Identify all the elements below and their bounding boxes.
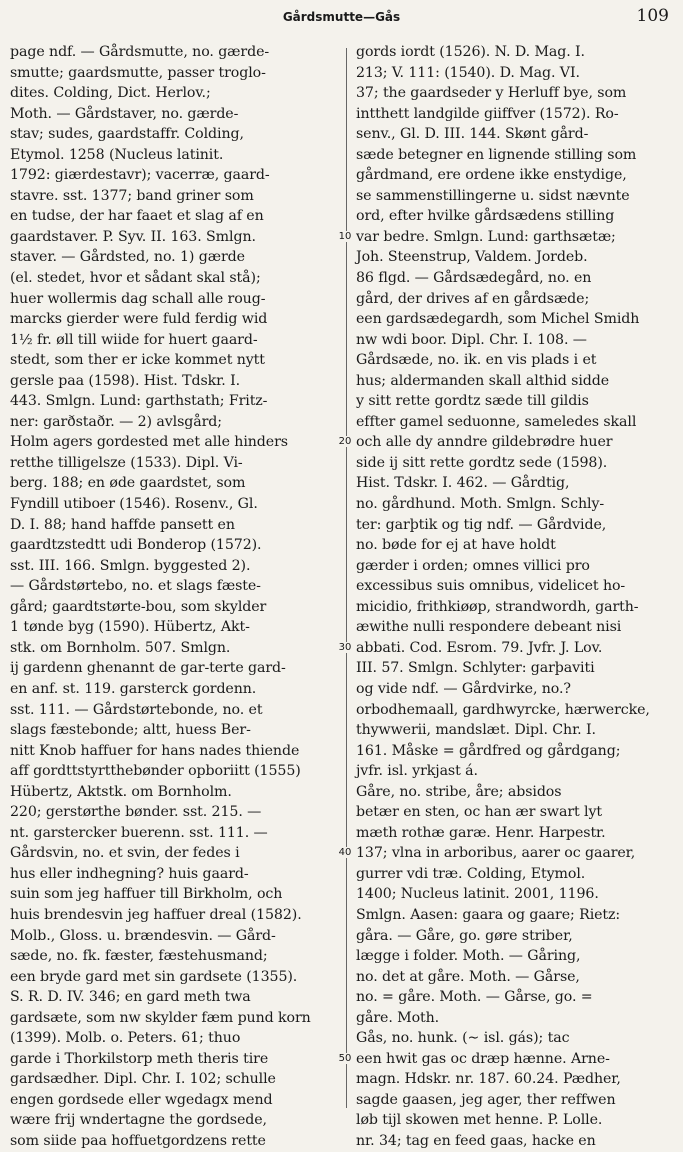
text-line: y sitt rette gordtz sæde till gildis bbox=[356, 393, 589, 410]
page-number: 109 bbox=[636, 6, 669, 26]
text-line: Smlgn. Aasen: gaara og gaare; Rietz: bbox=[356, 906, 621, 923]
text-line: 1 tønde byg (1590). Hübertz, Akt- bbox=[10, 619, 250, 636]
line-number-marker: 50 bbox=[335, 1053, 355, 1064]
text-line: berg. 188; en øde gaardstet, som bbox=[10, 475, 246, 492]
text-line: micidio, frithkiøøp, strandwordh, garth- bbox=[356, 598, 639, 615]
text-line: ord, efter hvilke gårdsædens stilling bbox=[356, 208, 615, 225]
text-line: betær en sten, oc han ær swart lyt bbox=[356, 804, 602, 821]
text-line: gaardstaver. P. Syv. II. 163. Smlgn. bbox=[10, 228, 256, 245]
text-line: 161. Måske = gårdfred og gårdgang; bbox=[356, 742, 621, 759]
text-line: Hist. Tdskr. I. 462. — Gårdtig, bbox=[356, 475, 570, 492]
text-line: Molb., Gloss. u. brændesvin. — Gård- bbox=[10, 927, 276, 944]
text-line: sst. 111. — Gårdstørtebonde, no. et bbox=[10, 701, 263, 718]
text-line: gåra. — Gåre, go. gøre striber, bbox=[356, 927, 573, 944]
text-line: Gåre, no. stribe, åre; absidos bbox=[356, 783, 562, 800]
text-line: gersle paa (1598). Hist. Tdskr. I. bbox=[10, 372, 240, 389]
text-line: stavre. sst. 1377; band griner som bbox=[10, 187, 254, 204]
text-line: garde i Thorkilstorp meth theris tire bbox=[10, 1050, 269, 1067]
text-line: gaardtzstedtt udi Bonderop (1572). bbox=[10, 537, 262, 554]
text-line: huer wollermis dag schall alle roug- bbox=[10, 290, 266, 307]
text-line: nitt Knob haffuer for hans nades thiende bbox=[10, 742, 300, 759]
text-line: marcks gierder were fuld ferdig wid bbox=[10, 311, 268, 328]
text-line: D. I. 88; hand haffde pansett en bbox=[10, 516, 235, 533]
text-line: Joh. Steenstrup, Valdem. Jordeb. bbox=[356, 249, 588, 266]
text-line: gærder i orden; omnes villici pro bbox=[356, 557, 590, 574]
text-line: 1792: giærdestavr); vacerræ, gaard- bbox=[10, 167, 270, 184]
text-line: (1399). Molb. o. Peters. 61; thuo bbox=[10, 1030, 241, 1047]
text-line: side ij sitt rette gordtz sede (1598). bbox=[356, 454, 608, 471]
text-line: slags fæstebonde; altt, huess Ber- bbox=[10, 722, 251, 739]
text-line: 213; V. 111: (1540). D. Mag. VI. bbox=[356, 64, 580, 81]
text-line: sst. III. 166. Smlgn. byggested 2). bbox=[10, 557, 251, 574]
text-line: sæde betegner en lignende stilling som bbox=[356, 146, 637, 163]
text-line: Hübertz, Aktstk. om Bornholm. bbox=[10, 783, 232, 800]
text-line: 86 flgd. — Gårdsædegård, no. en bbox=[356, 270, 592, 287]
line-number-marker: 40 bbox=[335, 847, 355, 858]
text-line: en tudse, der har faaet et slag af en bbox=[10, 208, 264, 225]
text-line: se sammenstillingerne u. sidst nævnte bbox=[356, 187, 630, 204]
text-line: een bryde gard met sin gardsete (1355). bbox=[10, 968, 298, 985]
text-line: no. bøde for ej at have holdt bbox=[356, 537, 556, 554]
text-line: jvfr. isl. yrkjast á. bbox=[356, 763, 478, 780]
text-line: suin som jeg haffuer till Birkholm, och bbox=[10, 886, 283, 903]
text-line: Etymol. 1258 (Nucleus latinit. bbox=[10, 146, 224, 163]
column-divider bbox=[346, 48, 347, 1108]
text-line: Moth. — Gårdstaver, no. gærde- bbox=[10, 105, 239, 122]
text-line: — Gårdstørtebo, no. et slags fæste- bbox=[10, 578, 261, 595]
text-line: Fyndill utiboer (1546). Rosenv., Gl. bbox=[10, 496, 258, 513]
text-line: løb tijl skowen met henne. P. Lolle. bbox=[356, 1112, 603, 1129]
text-line: gåre. Moth. bbox=[356, 1009, 440, 1026]
text-line: huis brendesvin jeg haffuer dreal (1582). bbox=[10, 906, 302, 923]
text-line: een hwit gas oc dræp hænne. Arne- bbox=[356, 1050, 610, 1067]
text-line: gardsæte, som nw skylder fæm pund korn bbox=[10, 1009, 311, 1026]
text-line: no. det at gåre. Moth. — Gårse, bbox=[356, 968, 580, 985]
text-line: 137; vlna in arboribus, aarer oc gaarer, bbox=[356, 845, 636, 862]
text-line: III. 57. Smlgn. Schlyter: garþaviti bbox=[356, 660, 595, 677]
text-line: gords iordt (1526). N. D. Mag. I. bbox=[356, 44, 585, 60]
left-column bbox=[10, 42, 335, 1149]
text-line: gurrer vdi træ. Colding, Etymol. bbox=[356, 865, 586, 882]
text-line: 443. Smlgn. Lund: garthstath; Fritz- bbox=[10, 393, 268, 410]
text-line: 1400; Nucleus latinit. 2001, 1196. bbox=[356, 886, 599, 903]
text-line: 1½ fr. øll till wiide for huert gaard- bbox=[10, 331, 258, 348]
text-line: no. = gåre. Moth. — Gårse, go. = bbox=[356, 989, 593, 1006]
text-line: nt. garstercker buerenn. sst. 111. — bbox=[10, 824, 268, 841]
text-line: effter gamel seduonne, sameledes skall bbox=[356, 413, 637, 430]
text-line: var bedre. Smlgn. Lund: garthsætæ; bbox=[356, 228, 616, 245]
text-line: 37; the gaardseder y Herluff bye, som bbox=[356, 85, 627, 102]
line-number-marker: 10 bbox=[335, 231, 355, 242]
text-line: och alle dy anndre gildebrødre huer bbox=[356, 434, 613, 451]
text-line: hus eller indhegning? huis gaard- bbox=[10, 865, 249, 882]
text-line: lægge i folder. Moth. — Gåring, bbox=[356, 948, 581, 965]
text-line: Gås, no. hunk. (∼ isl. gás); tac bbox=[356, 1030, 570, 1047]
text-line: gård; gaardtstørte-bou, som skylder bbox=[10, 598, 267, 615]
text-line: magn. Hdskr. nr. 187. 60.24. Pædher, bbox=[356, 1071, 621, 1088]
running-head: Gårdsmutte—Gås bbox=[282, 10, 401, 24]
text-line: æwithe nulli respondere debeant nisi bbox=[356, 619, 622, 636]
text-line: Gårdsæde, no. ik. en vis plads i et bbox=[356, 352, 597, 369]
text-line: staver. — Gårdsted, no. 1) gærde bbox=[10, 249, 245, 266]
text-line: som siide paa hoffuetgordzens rette bbox=[10, 1132, 266, 1149]
text-line: intthett landgilde giiffver (1572). Ro- bbox=[356, 105, 619, 122]
text-line: en anf. st. 119. garsterck gordenn. bbox=[10, 680, 257, 697]
text-line: een gardsædegardh, som Michel Smidh bbox=[356, 311, 640, 328]
text-line: Gårdsvin, no. et svin, der fedes i bbox=[10, 845, 240, 862]
text-line: ij gardenn ghenannt de gar-terte gard- bbox=[10, 660, 286, 677]
text-line: senv., Gl. D. III. 144. Skønt gård- bbox=[356, 126, 589, 143]
page-header bbox=[0, 6, 683, 32]
text-line: S. R. D. IV. 346; en gard meth twa bbox=[10, 989, 251, 1006]
text-line: stav; sudes, gaardstaffr. Colding, bbox=[10, 126, 244, 143]
text-line: mæth rothæ garæ. Henr. Harpestr. bbox=[356, 824, 606, 841]
text-line: gårdmand, ere ordene ikke enstydige, bbox=[356, 167, 627, 184]
text-line: hus; aldermanden skall althid sidde bbox=[356, 372, 610, 389]
line-number-marker: 20 bbox=[335, 436, 355, 447]
text-line: 220; gerstørthe bønder. sst. 215. — bbox=[10, 804, 262, 821]
text-line: sagde gaasen, jeg ager, ther reffwen bbox=[356, 1091, 616, 1108]
text-line: engen gordsede eller wgedagx mend bbox=[10, 1091, 273, 1108]
text-line: gård, der drives af en gårdsæde; bbox=[356, 290, 590, 307]
text-line: gardsædher. Dipl. Chr. I. 102; schulle bbox=[10, 1071, 276, 1088]
text-line: stk. om Bornholm. 507. Smlgn. bbox=[10, 639, 231, 656]
right-column bbox=[356, 42, 671, 1149]
text-line: retthe tilligelsze (1533). Dipl. Vi- bbox=[10, 454, 243, 471]
text-line: sæde, no. fk. fæster, fæstehusmand; bbox=[10, 948, 268, 965]
text-line: ner: garðstaðr. — 2) avlsgård; bbox=[10, 413, 222, 430]
text-line: nr. 34; tag en feed gaas, hacke en bbox=[356, 1132, 596, 1149]
text-line: smutte; gaardsmutte, passer troglo- bbox=[10, 64, 266, 81]
text-line: abbati. Cod. Esrom. 79. Jvfr. J. Lov. bbox=[356, 639, 603, 656]
text-line: no. gårdhund. Moth. Smlgn. Schly- bbox=[356, 496, 605, 513]
text-line: wære frij wndertagne the gordsede, bbox=[10, 1112, 267, 1129]
text-line: Holm agers gordested met alle hinders bbox=[10, 434, 288, 451]
text-line: (el. stedet, hvor et sådant skal stå); bbox=[10, 270, 261, 287]
text-line: og vide ndf. — Gårdvirke, no.? bbox=[356, 680, 571, 697]
text-line: stedt, som ther er icke kommet nytt bbox=[10, 352, 265, 369]
text-line: excessibus suis omnibus, videlicet ho- bbox=[356, 578, 626, 595]
text-line: aff gordttstyrtthebønder opboriitt (1555) bbox=[10, 763, 301, 780]
text-line: dites. Colding, Dict. Herlov.; bbox=[10, 85, 211, 102]
text-line: page ndf. — Gårdsmutte, no. gærde- bbox=[10, 44, 270, 60]
text-line: ter: garþtik og tig ndf. — Gårdvide, bbox=[356, 516, 607, 533]
line-number-marker: 30 bbox=[335, 642, 355, 653]
text-line: orbodhemaall, gardhwyrcke, hærwercke, bbox=[356, 701, 650, 718]
text-line: nw wdi boor. Dipl. Chr. I. 108. — bbox=[356, 331, 587, 348]
text-line: thywwerii, mandslæt. Dipl. Chr. I. bbox=[356, 722, 596, 739]
